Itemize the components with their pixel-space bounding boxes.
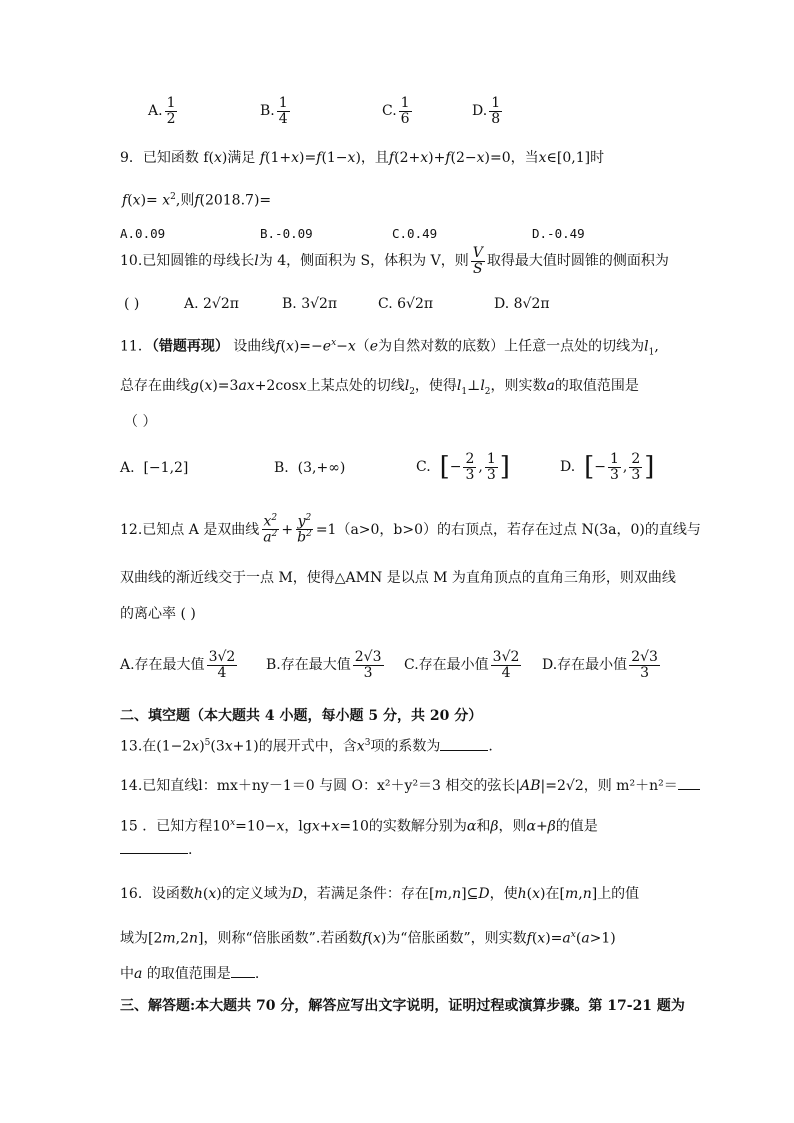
q12-option-c: C.存在最小值 $\frac{3√2}{4}$ <box>404 649 520 681</box>
q12-line2: 双曲线的渐近线交于一点 M，使得△AMN 是以点 M 为直角顶点的直角三角形，则双曲线 <box>120 570 676 586</box>
q10-option-b: B. 3√2π <box>282 296 338 312</box>
q9-line2: $f(x)= x^2$,则f(2018.7)= <box>122 192 272 209</box>
q9-line1: 9．已知函数 f(x)满足 f(1+x)=f(1−x)，且f(2+x)+f(2−x)=0，当x∈[0,1]时 <box>120 150 605 166</box>
q9-option-b: B.-0.09 <box>260 226 313 241</box>
q16-line2: 域为[2m,2n]，则称“倍胀函数”.若函数f(x)为“倍胀函数”，则实数$f(x)=a^x(a>1)$ <box>120 930 616 947</box>
q15-line1: 15 ．已知方程$10^x=10-x$，lgx+x=10的实数解分别为α和β，则α+β的值是 <box>120 818 598 835</box>
q11-option-d: D. [− $\frac{1}{3}$ , $\frac{2}{3}$ ] <box>560 451 655 483</box>
section-2-heading: 二、填空题（本大题共 4 小题，每小题 5 分，共 20 分） <box>120 708 483 724</box>
q16-line3: 中a 的取值范围是 . <box>120 966 260 982</box>
q10-line1: 10.已知圆锥的母线长l为 4，侧面积为 S，体积为 V，则 $\frac{V}{S}$ 取得最大值时圆锥的侧面积为 <box>120 245 669 277</box>
q12-line3: 的离心率 ( ) <box>120 606 196 622</box>
q10-option-a: A. 2√2π <box>184 296 239 312</box>
section-3-heading: 三、解答题:本大题共 70 分，解答应写出文字说明，证明过程或演算步骤。第 17-21 题为 <box>120 998 685 1014</box>
q10-option-d: D. 8√2π <box>494 296 550 312</box>
q11-option-c: C. [− $\frac{2}{3}$ , $\frac{1}{3}$ ] <box>416 451 510 483</box>
q10-paren: ( ) <box>124 296 140 312</box>
q16-line1: 16．设函数h(x)的定义域为D，若满足条件：存在[m,n]⊆D，使h(x)在[m,n]上的值 <box>120 886 640 902</box>
q12-option-d: D.存在最小值 $\frac{2√3}{3}$ <box>542 649 658 681</box>
q12-option-b: B.存在最大值 $\frac{2√3}{3}$ <box>266 649 382 681</box>
q11-option-b: B. (3,+∞) <box>274 460 346 476</box>
q9-option-a: A.0.09 <box>120 226 166 241</box>
q11-line1: 11．（错题再现） 设曲线$f(x)=-e^x-x(e$为自然对数的底数）上任意一点处的切线为$l_1$, <box>120 338 659 358</box>
q12-option-a: A.存在最大值 $\frac{3√2}{4}$ <box>120 649 236 681</box>
q12-line1: 12.已知点 A 是双曲线 $\frac{x^2}{a^2}$ + $\frac{y^2}{b^2}$ =1（a>0，b>0）的右顶点，若存在过点 N(3a，0)的直线与 <box>120 513 701 546</box>
q8-option-b: B. $\frac{1}{4}$ <box>260 95 288 127</box>
q13-line: 13.在$(1-2x)^5(3x+1)$的展开式中，含$x^3$项的系数为 . <box>120 738 493 755</box>
q9-option-c: C.0.49 <box>392 226 438 241</box>
q8-option-c: C. $\frac{1}{6}$ <box>382 95 410 127</box>
q9-option-d: D.-0.49 <box>532 226 585 241</box>
q14-line: 14.已知直线l：mx＋ny－1＝0 与圆 O：x²＋y²＝3 相交的弦长|AB|=2√2，则 m²＋n²＝ <box>120 778 700 795</box>
q8-option-a: A. $\frac{1}{2}$ <box>148 95 176 127</box>
q11-option-a: A. [−1,2] <box>120 460 189 476</box>
q11-paren: （ ） <box>124 414 157 430</box>
q8-option-d: D. $\frac{1}{8}$ <box>472 95 501 127</box>
q15-line2: . <box>120 842 192 859</box>
q11-line2: 总存在曲线g(x)=3ax+2cosx上某点处的切线$l_2$，使得$l_1\perp l_2$，则实数a的取值范围是 <box>120 378 639 397</box>
q10-option-c: C. 6√2π <box>378 296 434 312</box>
